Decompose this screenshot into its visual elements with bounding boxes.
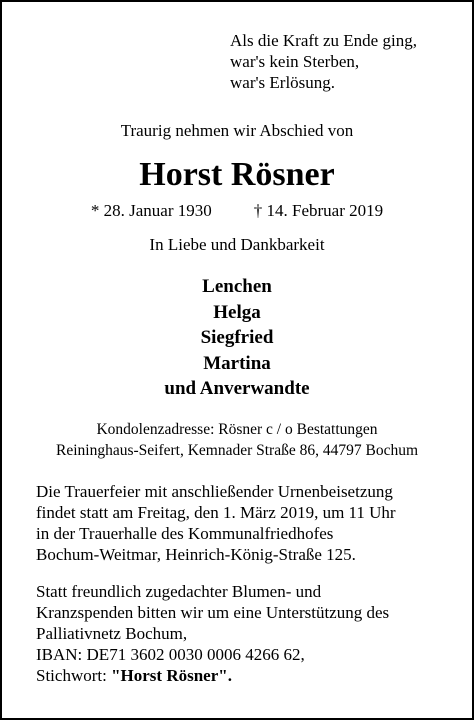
- family-member: Siegfried: [200, 327, 274, 348]
- poem-verse: [230, 30, 417, 93]
- ceremony-info: [36, 481, 396, 565]
- donation-request: [36, 581, 389, 686]
- poem-line: war's Erlösung.: [230, 73, 336, 92]
- poem-line: war's kein Sterben,: [230, 52, 360, 71]
- donation-line: Palliativnetz Bochum,: [36, 624, 188, 643]
- keyword-line: [36, 665, 389, 686]
- death-date: † 14. Februar 2019: [253, 201, 384, 220]
- condolence-address: [2, 419, 472, 461]
- intro-text: Traurig nehmen wir Abschied von: [120, 121, 354, 140]
- ceremony-line: Die Trauerfeier mit anschließender Urnenbeisetzung: [36, 482, 393, 501]
- iban-line: IBAN: DE71 3602 0030 0006 4266 62,: [36, 645, 305, 664]
- donation-line: Kranzspenden bitten wir um eine Unterstützung des: [36, 603, 390, 622]
- family-member: Lenchen: [202, 276, 272, 297]
- ceremony-line: in der Trauerhalle des Kommunalfriedhofes: [36, 524, 334, 543]
- deceased-name: Horst Rösner: [139, 156, 335, 193]
- condolence-line: Reininghaus-Seifert, Kemnader Straße 86, 44797 Bochum: [55, 442, 419, 459]
- dedication-text: In Liebe und Dankbarkeit: [149, 235, 325, 254]
- life-dates: [2, 201, 472, 221]
- condolence-line: Kondolenzadresse: Rösner c / o Bestattungen: [96, 421, 378, 438]
- family-list: [2, 274, 472, 402]
- keyword-value: "Horst Rösner".: [111, 666, 232, 685]
- birth-date: * 28. Januar 1930: [90, 201, 212, 220]
- family-member: Martina: [203, 352, 271, 374]
- donation-line: Statt freundlich zugedachter Blumen- und: [36, 582, 322, 601]
- poem-line: Als die Kraft zu Ende ging,: [230, 31, 417, 50]
- keyword-label: Stichwort:: [36, 666, 107, 685]
- family-member: und Anverwandte: [164, 378, 310, 399]
- ceremony-line: findet statt am Freitag, den 1. März 2019, um 11 Uhr: [36, 503, 396, 522]
- ceremony-line: Bochum-Weitmar, Heinrich-König-Straße 125.: [36, 545, 356, 564]
- family-member: Helga: [213, 301, 261, 323]
